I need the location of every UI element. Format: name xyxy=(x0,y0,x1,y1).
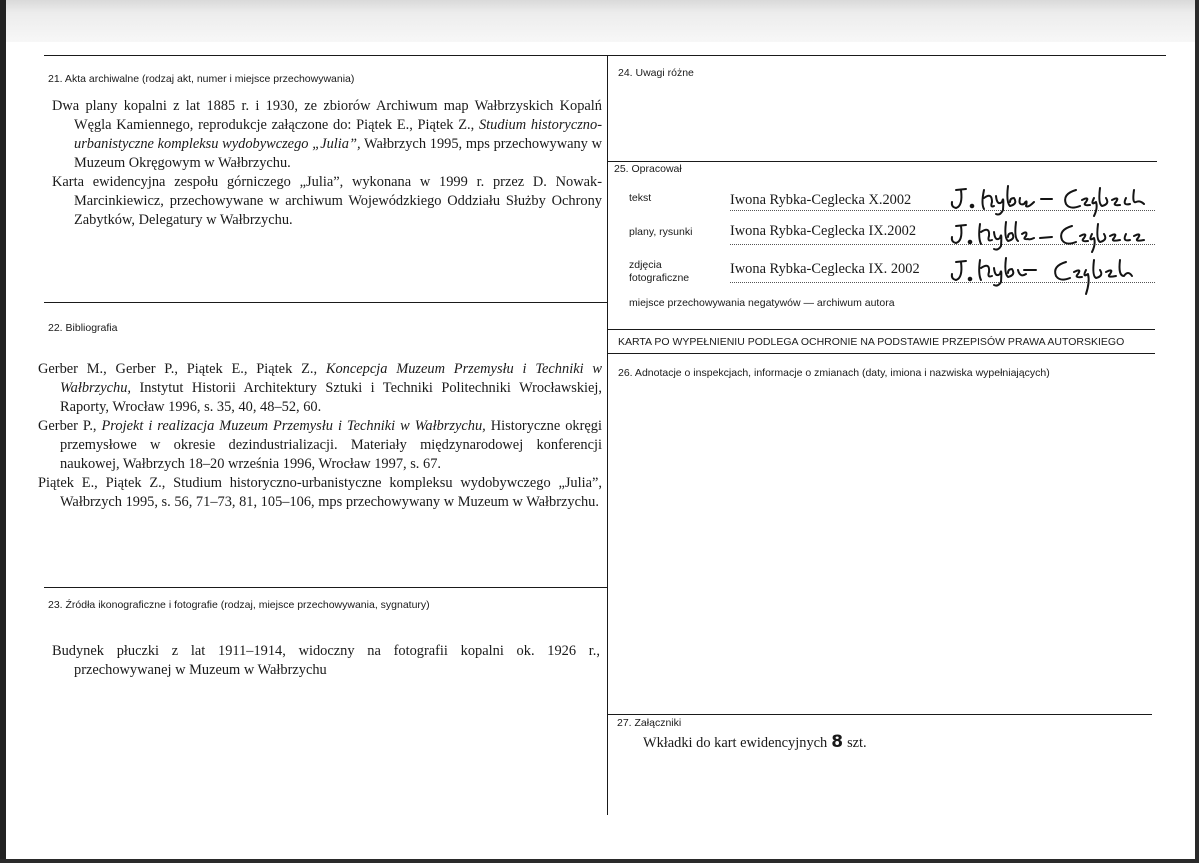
sec22-entry-1: Gerber M., Gerber P., Piątek E., Piątek Z., Koncepcja Muzeum Przemysłu i Techniki w Wałbrzychu, Instytut Historii Architektury Sztuki i Techniki Politechniki Wrocławskiej, Raporty, Wrocław 1996, s. 35, 40, 48–52, 60. xyxy=(38,361,602,415)
scan-left-edge xyxy=(0,0,6,863)
rule-24-25 xyxy=(607,161,1157,162)
sec21-label: 21. Akta archiwalne (rodzaj akt, numer i miejsce przechowywania) xyxy=(48,73,355,85)
sec26-label: 26. Adnotacje o inspekcjach, informacje o zmianach (daty, imiona i nazwiska wypełniających) xyxy=(618,367,1050,379)
rule-25-notice xyxy=(607,329,1155,330)
negatives-location: miejsce przechowywania negatywów — archiwum autora xyxy=(629,297,895,309)
row-tekst-value: Iwona Rybka-Ceglecka X.2002 xyxy=(730,192,912,208)
center-divider xyxy=(607,55,608,815)
signature-2 xyxy=(948,214,1158,254)
row-plany-label: plany, rysunki xyxy=(629,226,693,238)
scan-top-shadow xyxy=(0,0,1199,42)
sec23-text xyxy=(52,642,600,680)
sec22-label: 22. Bibliografia xyxy=(48,322,118,334)
sec23-entry: Budynek płuczki z lat 1911–1914, widoczny na fotografii kopalni ok. 1926 r., przechowywanej w Muzeum w Wałbrzychu xyxy=(52,643,600,678)
row-tekst-label: tekst xyxy=(629,192,652,204)
sec27-label: 27. Załączniki xyxy=(617,717,682,729)
sec27-text xyxy=(643,733,867,753)
sec21-entry-1: Dwa plany kopalni z lat 1885 r. i 1930, ze zbiorów Archiwum map Wałbrzyskich Kopalń Węgla Kamiennego, reprodukcje załączone do: Piątek E., Piątek Z., Studium historyczno-urbanistyczne kompleksu wydobywczego „Julia”, Wałbrzych 1995, mps przechowywany w Muzeum Okręgowym w Wałbrzychu. xyxy=(52,98,602,171)
sec27-text-before: Wkładki do kart ewidencyjnych xyxy=(643,735,828,751)
sec25-label: 25. Opracował xyxy=(614,163,682,175)
sec22-entry-3: Piątek E., Piątek Z., Studium historyczno-urbanistyczne kompleksu wydobywczego „Julia”, Wałbrzych 1995, s. 56, 71–73, 81, 105–106, mps przechowywany w Muzeum w Wałbrzychu. xyxy=(38,475,602,510)
rule-notice-26 xyxy=(607,353,1155,354)
sec21-text xyxy=(52,97,602,230)
rule-21-22 xyxy=(44,302,607,303)
row-plany-value: Iwona Rybka-Ceglecka IX.2002 xyxy=(730,223,917,239)
rule-26-27 xyxy=(607,714,1152,715)
scan-right-edge xyxy=(1195,0,1199,863)
attachment-count: 8 xyxy=(831,732,844,752)
sec23-label: 23. Źródła ikonograficzne i fotografie (rodzaj, miejsce przechowywania, sygnatury) xyxy=(48,599,430,611)
rule-22-23 xyxy=(44,587,607,588)
sec27-text-after: szt. xyxy=(847,735,867,751)
signature-3 xyxy=(948,252,1158,298)
protection-notice: KARTA PO WYPEŁNIENIU PODLEGA OCHRONIE NA PODSTAWIE PRZEPISÓW PRAWA AUTORSKIEGO xyxy=(618,336,1125,348)
sec24-label: 24. Uwagi różne xyxy=(618,67,694,79)
row-zdjecia-value: Iwona Rybka-Ceglecka IX. 2002 xyxy=(730,261,920,277)
row-zdjecia-label: zdjęcia fotograficzne xyxy=(629,259,690,284)
sec22-text xyxy=(38,360,602,512)
sec21-entry-2: Karta ewidencyjna zespołu górniczego „Julia”, wykonana w 1999 r. przez D. Nowak-Marcinkiewicz, przechowywane w archiwum Wojewódzkiego Oddziału Służby Ochrony Zabytków, Delegatury w Wałbrzychu. xyxy=(52,174,602,228)
sec22-entry-2: Gerber P., Projekt i realizacja Muzeum Przemysłu i Techniki w Wałbrzychu, Historyczne okręgi przemysłowe w okresie dezindustrializacji. Materiały międzynarodowej konferencji naukowej, Wałbrzych 18–20 września 1996, Wrocław 1997, s. 67. xyxy=(38,418,602,472)
top-rule xyxy=(44,55,1166,56)
scan-bottom-edge xyxy=(0,859,1199,863)
